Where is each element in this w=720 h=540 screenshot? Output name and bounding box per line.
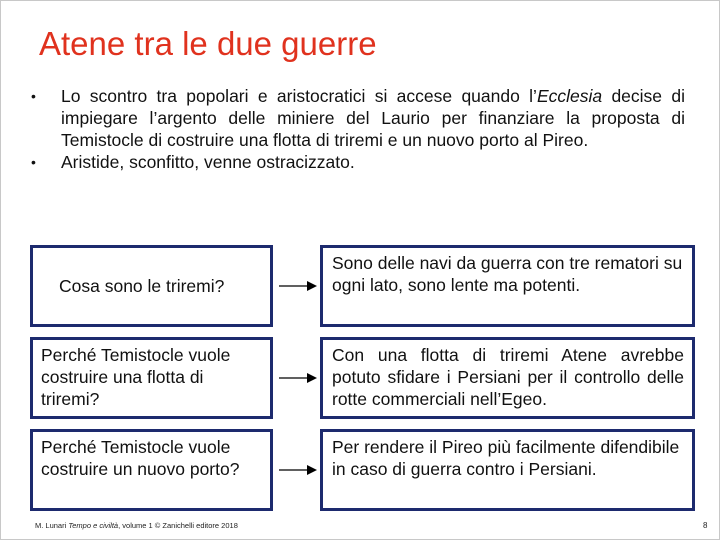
question-text: Perché Temistocle vuole costruire una flotta di triremi? xyxy=(41,345,231,409)
arrow-right-icon xyxy=(279,464,317,476)
question-text: Perché Temistocle vuole costruire un nuovo porto? xyxy=(41,437,240,479)
answer-text: Sono delle navi da guerra con tre rematori su ogni lato, sono lente ma potenti. xyxy=(332,253,683,295)
answer-text: Per rendere il Pireo più facilmente difendibile in caso di guerra contro i Persiani. xyxy=(332,437,680,479)
arrow-right-icon xyxy=(279,280,317,292)
answer-text: Con una flotta di triremi Atene avrebbe potuto sfidare i Persiani per il controllo delle rotte commerciali nell’Egeo. xyxy=(332,345,684,409)
slide-title: Atene tra le due guerre xyxy=(39,25,377,62)
bullet-text: decise di impiegare l’argento delle miniere del Laurio per finanziare la proposta di Temistocle di costruire una flotta di triremi e un nuovo porto al Pireo. xyxy=(61,86,685,150)
answer-box xyxy=(320,337,695,419)
bullet-emphasis: Ecclesia xyxy=(536,86,603,106)
footer-credit xyxy=(35,521,238,530)
bullet-text: Lo scontro tra popolari e aristocratici si accese quando l’ xyxy=(61,86,537,106)
question-box xyxy=(30,245,273,327)
bullet-text: Aristide, sconfitto, venne ostracizzato. xyxy=(61,152,355,172)
answer-box xyxy=(320,245,695,327)
answer-box xyxy=(320,429,695,511)
page-number: 8 xyxy=(703,521,708,530)
bullet-dot-icon: • xyxy=(31,154,36,170)
footer-text: , volume 1 © Zanichelli editore 2018 xyxy=(118,521,238,530)
footer-title: Tempo e civiltà xyxy=(68,521,119,530)
footer-text: M. Lunari xyxy=(35,521,69,530)
arrow-right-icon xyxy=(279,372,317,384)
question-box xyxy=(30,429,273,511)
question-text: Cosa sono le triremi? xyxy=(59,276,225,296)
bullet-item xyxy=(31,151,685,173)
bullet-list xyxy=(31,85,685,173)
bullet-dot-icon: • xyxy=(31,88,36,104)
bullet-item xyxy=(31,85,685,151)
question-box xyxy=(30,337,273,419)
